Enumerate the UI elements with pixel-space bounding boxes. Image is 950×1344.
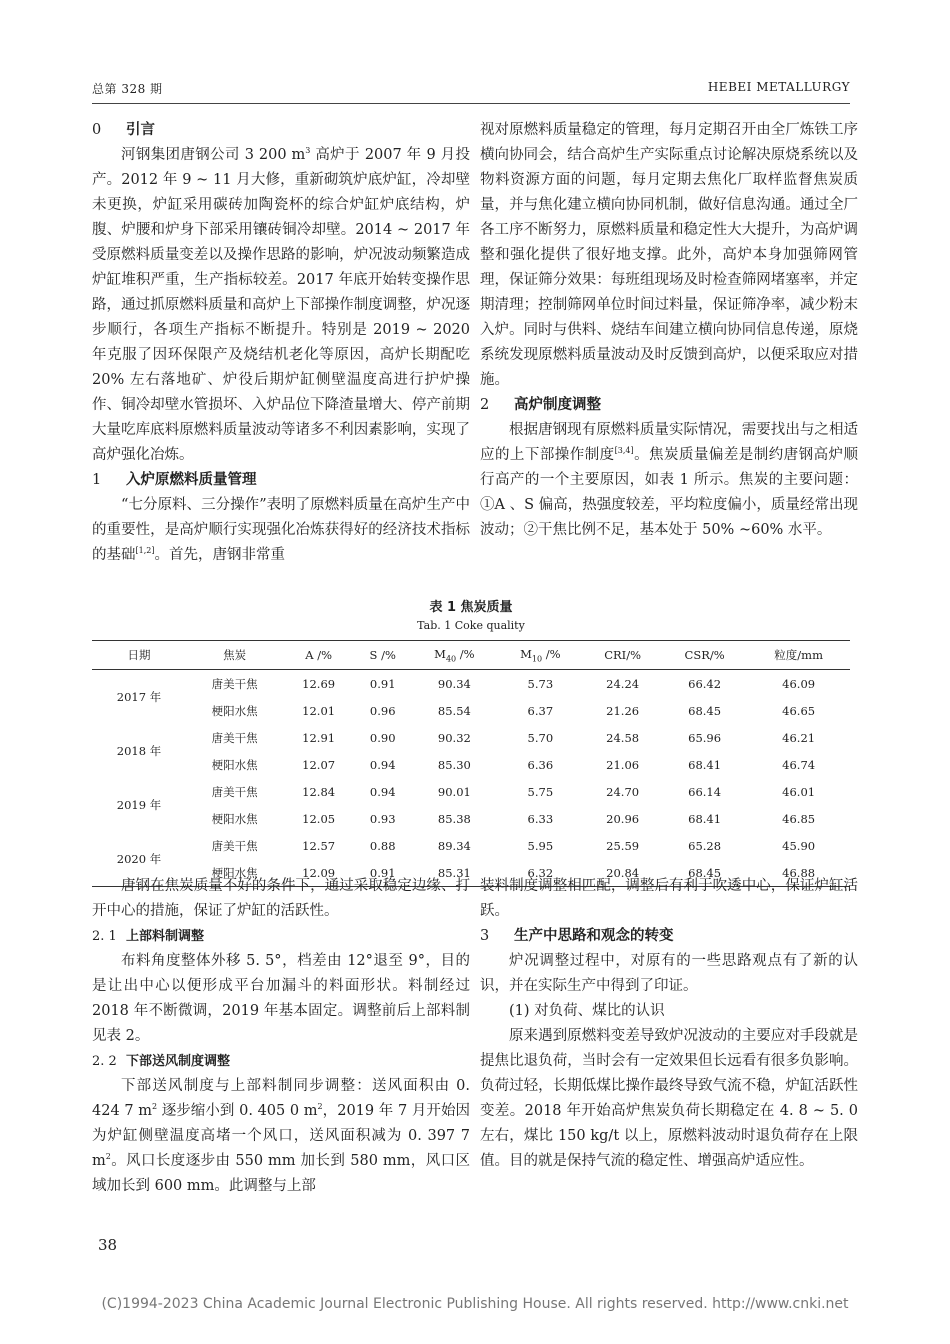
cell-year: 2019 年 [116, 798, 162, 812]
cell-s: 0.94 [369, 757, 396, 772]
cell-size: 46.88 [747, 859, 850, 887]
cell-cri: 24.24 [606, 676, 640, 691]
cell-year: 2020 年 [92, 832, 186, 887]
cell-cri: 20.96 [606, 811, 640, 826]
cell-a: 12.84 [302, 784, 336, 799]
col-s: S /% [354, 641, 411, 670]
cell-coke: 唐美干焦 [211, 730, 258, 745]
page-number: 38 [98, 1236, 118, 1254]
cell-m10: 5.70 [527, 730, 554, 745]
sec3-paragraph-2: 原来遇到原燃料变差导致炉况波动的主要应对手段就是提焦比退负荷，当时会有一定效果但长远看有很多负影响。负荷过轻，长期低煤比操作最终导致气流不稳，炉缸活跃性变差。2018 年开始高炉焦炭负荷长期稳定在 4. 8 ~ 5. 0 左右，煤比 150 kg/t 以上，原燃料波动时退负荷存在上限值。目的就是保持气流的稳定性、增强高炉适应性。 [480, 1028, 858, 1169]
right-column-bottom [480, 874, 858, 1174]
cell-m40: 85.30 [437, 757, 471, 772]
table-row [92, 751, 850, 778]
cell-s: 0.94 [369, 784, 396, 799]
running-header-issue: 总第 328 期 [92, 82, 163, 96]
sec1-paragraph: “七分原料、三分操作”表明了原燃料质量在高炉生产中的重要性，是高炉顺行实现强化冶炼获得好的经济技术指标的基础[1,2]。首先，唐钢非常重 [92, 497, 470, 563]
cell-cri: 24.58 [606, 730, 640, 745]
cell-s: 0.91 [369, 676, 396, 691]
cell-csr: 68.45 [688, 703, 722, 718]
col-size: 粒度/mm [747, 641, 850, 670]
cell-size: 46.01 [782, 784, 816, 799]
col-a: A /% [283, 641, 354, 670]
header-rule [92, 103, 850, 104]
cell-cri: 25.59 [606, 838, 640, 853]
cell-m10: 6.36 [527, 757, 554, 772]
cell-a: 12.57 [302, 838, 336, 853]
subsection-heading-2-2: 2. 2 下部送风制度调整 [92, 1054, 231, 1069]
cell-a: 12.01 [302, 703, 336, 718]
cell-s: 0.90 [369, 730, 396, 745]
col-csr: CSR/% [662, 641, 747, 670]
cell-m40: 90.34 [437, 676, 471, 691]
table-row [92, 778, 850, 805]
left-column-top [92, 118, 470, 568]
cell-a: 12.07 [302, 757, 336, 772]
cell-size: 45.90 [782, 838, 816, 853]
cell-year: 2018 年 [116, 744, 162, 758]
table-row [92, 670, 850, 698]
section-heading-3: 3 生产中思路和观念的转变 [480, 928, 674, 944]
cell-m10: 5.75 [527, 784, 554, 799]
table-row [92, 805, 850, 832]
cell-s: 0.96 [369, 703, 396, 718]
cell-csr: 65.96 [688, 730, 722, 745]
cell-s: 0.93 [369, 811, 396, 826]
table-caption-cn: 表 1 焦炭质量 [429, 600, 513, 615]
cell-size: 46.65 [782, 703, 816, 718]
cell-m10: 5.73 [527, 676, 554, 691]
subsection-heading-2-1: 2. 1 上部料制调整 [92, 929, 205, 944]
cell-coke: 梗阳水焦 [186, 859, 283, 887]
col-coke: 焦炭 [186, 641, 283, 670]
sec22-paragraph-cont: 装料制度调整相匹配，调整后有利于吹透中心，保证炉缸活跃。 [480, 878, 858, 919]
cell-cri: 21.06 [606, 757, 640, 772]
cell-csr: 68.41 [688, 811, 722, 826]
cell-s: 0.88 [369, 838, 396, 853]
cell-m10: 6.33 [527, 811, 554, 826]
sec21-paragraph: 布料角度整体外移 5. 5°，档差由 12°退至 9°，目的是让出中心以便形成平台加漏斗的料面形状。料制经过 2018 年不断微调，2019 年基本固定。调整前后上部料制见表 2。 [92, 953, 470, 1044]
cell-a: 12.91 [302, 730, 336, 745]
cell-csr: 68.45 [662, 859, 747, 887]
cell-csr: 65.28 [688, 838, 722, 853]
cell-m40: 85.31 [411, 859, 497, 887]
cell-s: 0.91 [354, 859, 411, 887]
col-m40: $M_{40}$ /% [411, 641, 497, 670]
cell-year: 2017 年 [116, 690, 162, 704]
col-year: 日期 [92, 641, 186, 670]
cell-coke: 唐美干焦 [211, 676, 258, 691]
section-heading-1: 1 入炉原燃料质量管理 [92, 472, 257, 488]
col-m10: $M_{10}$ /% [497, 641, 583, 670]
cell-coke: 唐美干焦 [211, 838, 258, 853]
table-header-row [92, 641, 850, 670]
col-cri: CRI/% [583, 641, 662, 670]
cell-m40: 85.38 [437, 811, 471, 826]
cell-m10: 6.32 [497, 859, 583, 887]
coke-quality-table [92, 640, 850, 887]
cell-cri: 24.70 [606, 784, 640, 799]
sec3-subheading: (1) 对负荷、煤比的认识 [509, 1003, 665, 1019]
copyright-footer: (C)1994-2023 China Academic Journal Electronic Publishing House. All rights reserved. http://www.cnki.net [101, 1296, 849, 1312]
cell-coke: 梗阳水焦 [211, 811, 258, 826]
cell-csr: 66.42 [688, 676, 722, 691]
cell-size: 46.21 [782, 730, 816, 745]
cell-m40: 90.01 [437, 784, 471, 799]
table-caption-en: Tab. 1 Coke quality [417, 619, 525, 632]
cell-m40: 85.54 [437, 703, 471, 718]
sec1-paragraph-cont: 视对原燃料质量稳定的管理，每月定期召开由全厂炼铁工序横向协同会，结合高炉生产实际重点讨论解决原烧系统以及物料资源方面的问题，每月定期去焦化厂取样监督焦炭质量，并与焦化建立横向协同机制，做好信息沟通。通过全厂各工序不断努力，原燃料质量和稳定性大大提升，为高炉调整和强化提供了很好地支撑。此外，高炉本身加强筛网管理，保证筛分效果：每班组现场及时检查筛网堵塞率，并定期清理；控制筛网单位时间过料量，保证筛净率，减少粉末入炉。同时与供料、烧结车间建立横向协同信息传递，原烧系统发现原燃料质量波动及时反馈到高炉，以便采取应对措施。 [480, 122, 858, 388]
cell-size: 46.74 [782, 757, 816, 772]
cell-m10: 6.37 [527, 703, 554, 718]
intro-paragraph: 河钢集团唐钢公司 3 200 $m^3$ 高炉于 2007 年 9 月投产。2012 年 9 ~ 11 月大修，重新砌筑炉底炉缸，冷却壁未更换，炉缸采用碳砖加陶瓷杯的综合炉缸炉底结构，炉腹、炉腰和炉身下部采用镶砖铜冷却壁。2014 ~ 2017 年受原燃料质量变差以及操作思路的影响，炉况波动频繁造成炉缸堆积严重，生产指标较差。2017 年底开始转变操作思路，通过抓原燃料质量和高炉上下部操作制度调整，炉况逐步顺行，各项生产指标不断提升。特别是 2019 ~ 2020 年克服了因环保限产及烧结机老化等原因，高炉长期配吃 20% 左右落地矿、炉役后期炉缸侧壁温度高进行护炉操作、铜冷却壁水管损坏、入炉品位下降渣量增大、停产前期大量吃库底料原燃料质量波动等诸多不利因素影响，实现了高炉强化冶炼。 [92, 146, 470, 463]
cell-a: 12.09 [283, 859, 354, 887]
cell-csr: 66.14 [688, 784, 722, 799]
cell-a: 12.05 [302, 811, 336, 826]
cell-coke: 唐美干焦 [211, 784, 258, 799]
section-heading-2: 2 高炉制度调整 [480, 397, 601, 413]
sec2-paragraph: 根据唐钢现有原燃料质量实际情况，需要找出与之相适应的上下部操作制度[3,4]。焦炭质量偏差是制约唐钢高炉顺行高产的一个主要原因，如表 1 所示。焦炭的主要问题：①A 、S 偏高，热强度较差，平均粒度偏小，质量经常出现波动；②干焦比例不足，基本处于 50% ~60% 水平。 [480, 422, 859, 538]
cell-cri: 20.84 [583, 859, 662, 887]
cell-coke: 梗阳水焦 [211, 757, 258, 772]
cell-coke: 梗阳水焦 [211, 703, 258, 718]
sec2-after-table-paragraph: 唐钢在焦炭质量不好的条件下，通过采取稳定边缘、打开中心的措施，保证了炉缸的活跃性。 [92, 878, 470, 919]
table-row [92, 697, 850, 724]
cell-size: 46.85 [782, 811, 816, 826]
right-column-top [480, 118, 858, 543]
cell-m10: 5.95 [527, 838, 554, 853]
running-header-journal: HEBEI METALLURGY [707, 80, 850, 94]
table-row [92, 832, 850, 859]
cell-a: 12.69 [302, 676, 336, 691]
cell-cri: 21.26 [606, 703, 640, 718]
cell-m40: 90.32 [437, 730, 471, 745]
table-row [92, 724, 850, 751]
left-column-bottom [92, 874, 470, 1199]
sec22-paragraph: 下部送风制度与上部料制同步调整：送风面积由 0. 424 7 $m^2$ 逐步缩小到 0. 405 0 $m^2$，2019 年 7 月开始因为炉缸侧壁温度高堵一个风口，送风面积减为 0. 397 7 $m^2$。风口长度逐步由 550 mm 加长到 580 mm，风口区域加长到 600 mm。此调整与上部 [92, 1078, 470, 1194]
cell-size: 46.09 [782, 676, 816, 691]
section-heading-intro: 0 引言 [92, 122, 155, 138]
cell-m40: 89.34 [437, 838, 471, 853]
cell-csr: 68.41 [688, 757, 722, 772]
sec3-paragraph-1: 炉况调整过程中，对原有的一些思路观点有了新的认识，并在实际生产中得到了印证。 [480, 953, 858, 994]
